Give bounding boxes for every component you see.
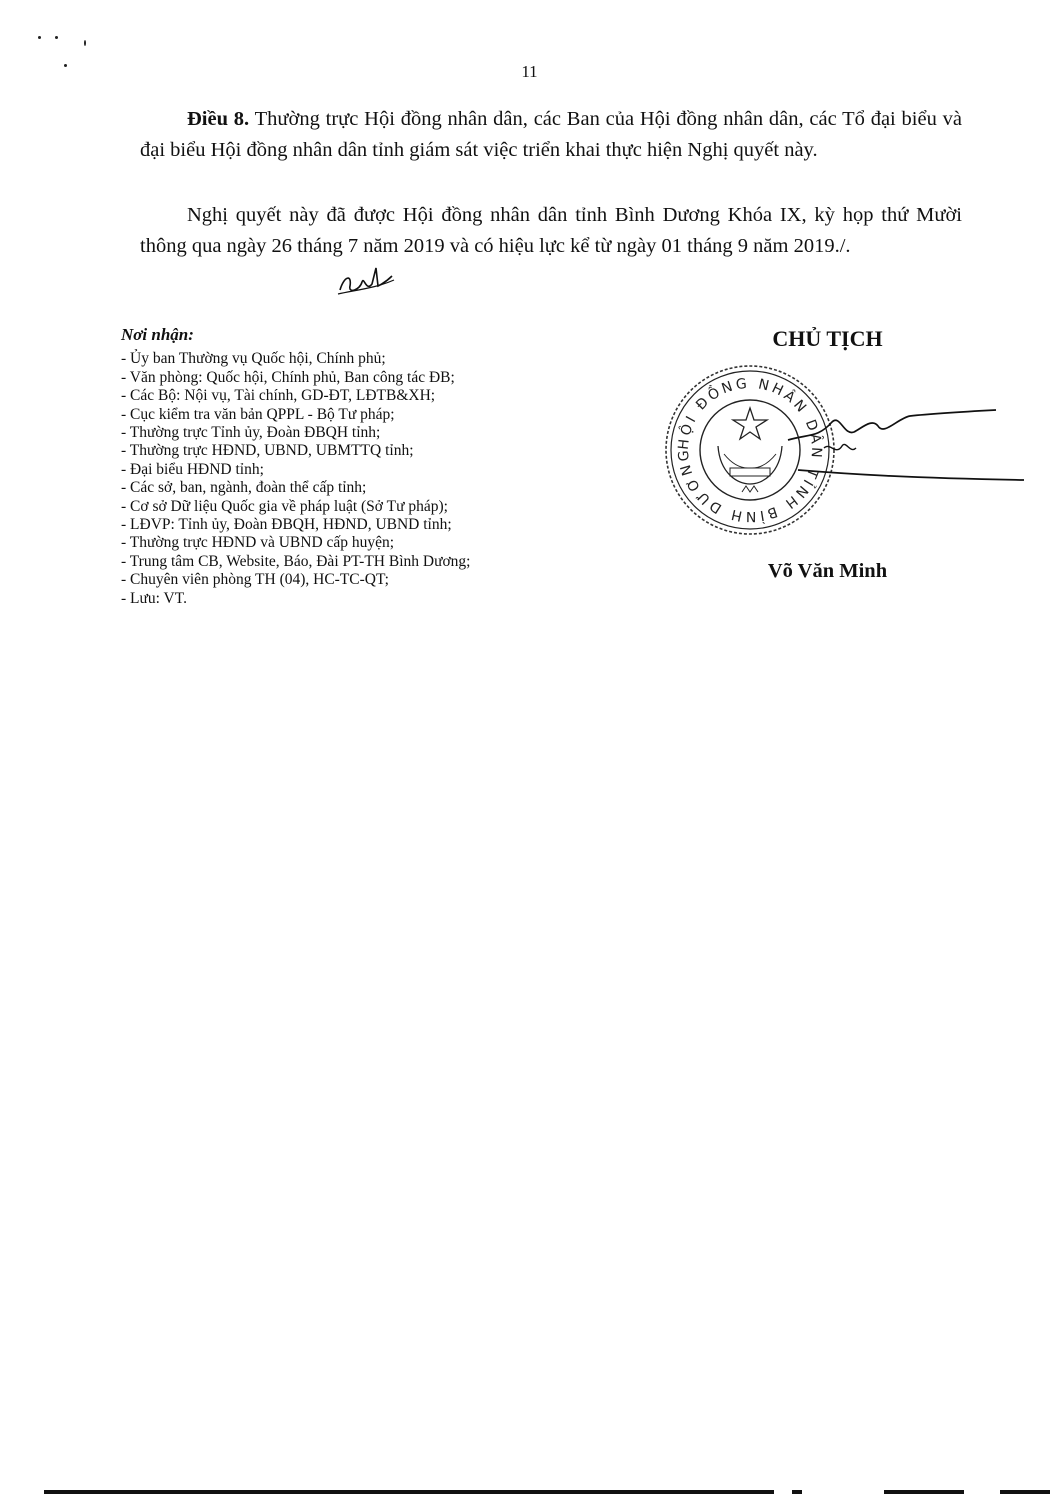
scan-speck xyxy=(64,64,67,67)
signer-title: CHỦ TỊCH xyxy=(772,326,883,351)
bottom-rule xyxy=(792,1490,802,1494)
scan-speck xyxy=(55,36,58,39)
recipient-list xyxy=(121,350,641,608)
page-number: 11 xyxy=(521,62,538,81)
official-stamp xyxy=(648,356,1028,546)
article-text: Thường trực Hội đồng nhân dân, các Ban của Hội đồng nhân dân, các Tổ đại biểu và đại biểu Hội đồng nhân dân tỉnh giám sát việc triển khai thực hiện Nghị quyết này. xyxy=(140,108,963,161)
scan-speck xyxy=(38,36,41,39)
recipient-item: - Đại biểu HĐND tỉnh; xyxy=(121,460,264,478)
recipient-item: - Cơ sở Dữ liệu Quốc gia về pháp luật (Sở Tư pháp); xyxy=(121,497,448,515)
stamp-text: HỘI ĐỒNG NHÂN DÂN TỈNH BÌNH DƯƠNG xyxy=(675,375,825,525)
seal-icon xyxy=(648,356,1028,546)
closing-paragraph xyxy=(140,200,962,262)
article-label: Điều 8. xyxy=(187,108,250,130)
recipient-item: - Chuyên viên phòng TH (04), HC-TC-QT; xyxy=(121,571,389,589)
recipient-item: - Trung tâm CB, Website, Báo, Đài PT-TH Bình Dương; xyxy=(121,552,471,570)
article-8-paragraph xyxy=(140,104,962,166)
recipient-item: - Các sở, ban, ngành, đoàn thể cấp tỉnh; xyxy=(121,479,367,497)
svg-text:HỘI ĐỒNG NHÂN DÂN TỈNH BÌNH DƯ xyxy=(676,376,826,525)
recipient-item: - Lưu: VT. xyxy=(121,589,187,607)
recipient-item: - Thường trực HĐND và UBND cấp huyện; xyxy=(121,534,395,552)
bottom-rule xyxy=(1000,1490,1050,1494)
bottom-rule xyxy=(884,1490,964,1494)
scan-speck xyxy=(84,40,86,46)
closing-text: Nghị quyết này đã được Hội đồng nhân dân tỉnh Bình Dương Khóa IX, kỳ họp thứ Mười thông qua ngày 26 tháng 7 năm 2019 và có hiệu lực kể từ ngày 01 tháng 9 năm 2019./. xyxy=(140,204,962,257)
recipient-item: - LĐVP: Tỉnh ủy, Đoàn ĐBQH, HĐND, UBND tỉnh; xyxy=(121,516,452,534)
initials-mark xyxy=(336,262,396,298)
recipient-item: - Thường trực Tỉnh ủy, Đoàn ĐBQH tỉnh; xyxy=(121,424,381,442)
recipient-item: - Thường trực HĐND, UBND, UBMTTQ tỉnh; xyxy=(121,442,414,460)
recipients-block xyxy=(121,326,641,608)
recipient-item: - Cục kiểm tra văn bản QPPL - Bộ Tư pháp; xyxy=(121,405,395,423)
bottom-rule xyxy=(44,1490,774,1494)
recipient-item: - Ủy ban Thường vụ Quốc hội, Chính phủ; xyxy=(121,350,386,368)
recipient-item: - Các Bộ: Nội vụ, Tài chính, GD-ĐT, LĐTB&XH; xyxy=(121,387,436,405)
recipient-item: - Văn phòng: Quốc hội, Chính phủ, Ban công tác ĐB; xyxy=(121,368,455,386)
recipients-heading: Nơi nhận: xyxy=(121,325,194,344)
signer-name: Võ Văn Minh xyxy=(767,560,888,582)
